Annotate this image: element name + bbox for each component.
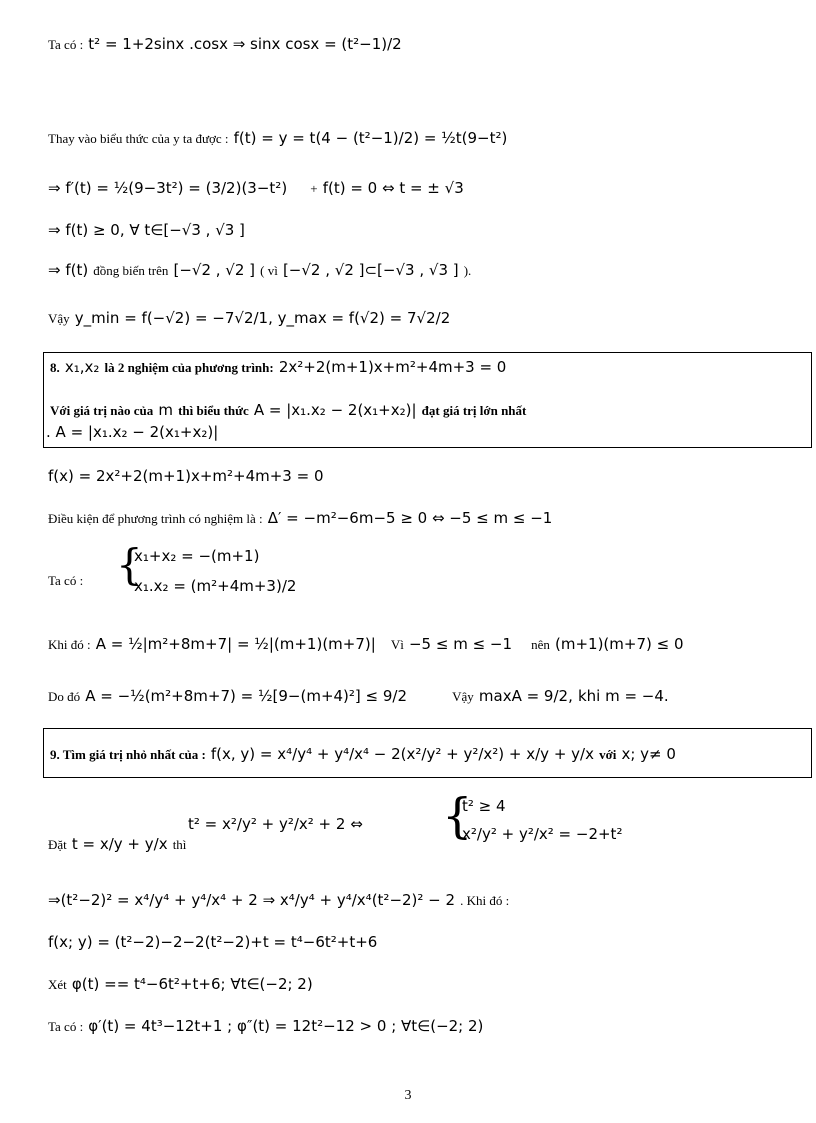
problem-9-condition: x; y≠ 0 xyxy=(621,745,676,763)
solution-9-taco: Ta có : xyxy=(48,1019,84,1034)
solution-9-system-brace: { xyxy=(442,788,473,844)
problem-8-text-2b: thì biểu thức xyxy=(178,403,249,418)
solution-9-square: ⇒(t²−2)² = x⁴/y⁴ + y⁴/x⁴ + 2 ⇒ x⁴/y⁴ + y⁴/x⁴(t²−2)² − 2 xyxy=(48,891,456,909)
solution-8-line-2 xyxy=(48,510,552,526)
line-5-text-b: ( vì xyxy=(260,263,278,278)
line-6 xyxy=(48,310,450,326)
line-5-math-b: [−√2 , √2 ] xyxy=(173,261,256,279)
problem-8-text-2c: đạt giá trị lớn nhất xyxy=(421,403,527,418)
solution-8-A-expr: A = ½|m²+8m+7| = ½|(m+1)(m+7)| xyxy=(95,635,376,653)
line-6-math: y_min = f(−√2) = −7√2/1, y_max = f(√2) = 7√2/2 xyxy=(74,309,451,327)
solution-8-nen: nên xyxy=(531,637,550,652)
line-3-math-b: f(t) = 0 ⇔ t = ± √3 xyxy=(322,179,464,197)
line-5-text-c: ). xyxy=(463,263,472,278)
line-4 xyxy=(48,222,245,238)
solution-9-line-3 xyxy=(48,934,377,950)
problem-8-vars: x₁,x₂ xyxy=(64,358,100,376)
solution-8-vay: Vậy xyxy=(452,689,474,704)
solution-9-t-squared: t² = x²/y² + y²/x² + 2 ⇔ xyxy=(188,815,363,833)
solution-8-line-1 xyxy=(48,468,324,484)
solution-8-khido: Khi đó : xyxy=(48,637,91,652)
solution-8-khi: khi m = −4. xyxy=(577,687,669,705)
solution-8-function: f(x) = 2x²+2(m+1)x+m²+4m+3 = 0 xyxy=(48,467,324,485)
solution-8-taco-label: Ta có : xyxy=(48,573,84,588)
solution-9-phi: φ(t) == t⁴−6t²+t+6; ∀t∈(−2; 2) xyxy=(71,975,313,993)
problem-9-expression: f(x, y) = x⁴/y⁴ + y⁴/x⁴ − 2(x²/y² + y²/x²) + x/y + y/x xyxy=(210,745,594,763)
line-1-label: Ta có : xyxy=(48,37,84,52)
problem-8-equation: 2x²+2(m+1)x+m²+4m+3 = 0 xyxy=(278,358,507,376)
solution-9-system-row-1: t² ≥ 4 xyxy=(462,797,506,815)
solution-8-system-row-1: x₁+x₂ = −(m+1) xyxy=(134,547,260,565)
solution-9-khido: . Khi đó : xyxy=(460,893,510,908)
solution-8-line-5 xyxy=(48,688,669,704)
problem-9-text: 9. Tìm giá trị nhỏ nhất của : xyxy=(50,747,206,762)
line-5-math-c: [−√2 , √2 ]⊂[−√3 , √3 ] xyxy=(282,261,459,279)
solution-8-system-brace: { xyxy=(116,540,143,589)
solution-8-line-3 xyxy=(48,572,83,588)
page-number: 3 xyxy=(404,1088,412,1103)
solution-9-dat: Đặt xyxy=(48,837,67,852)
line-3 xyxy=(48,180,464,196)
solution-9-fxy: f(x; y) = (t²−2)−2−2(t²−2)+t = t⁴−6t²+t+6 xyxy=(48,933,378,951)
solution-9-line-2 xyxy=(48,892,509,908)
solution-9-line-4 xyxy=(48,976,313,992)
line-2-label: Thay vào biểu thức của y ta được : xyxy=(48,131,229,146)
problem-8-line-1 xyxy=(50,359,506,375)
solution-8-condition-math: Δ′ = −m²−6m−5 ≥ 0 ⇔ −5 ≤ m ≤ −1 xyxy=(267,509,553,527)
solution-8-vi: Vì xyxy=(390,637,404,652)
line-2-math: f(t) = y = t(4 − (t²−1)/2) = ½t(9−t²) xyxy=(233,129,508,147)
solution-8-result: (m+1)(m+7) ≤ 0 xyxy=(555,635,684,653)
solution-9-thi: thì xyxy=(172,837,187,852)
problem-9-line xyxy=(50,746,676,762)
problem-8-text-2a: Với giá trị nào của xyxy=(50,403,154,418)
problem-9-voi: với xyxy=(599,747,617,762)
solution-8-max: maxA = 9/2, xyxy=(478,687,573,705)
solution-8-system-row-2: x₁.x₂ = (m²+4m+3)/2 xyxy=(134,577,297,595)
problem-8-text-1: là 2 nghiệm của phương trình: xyxy=(104,360,274,375)
solution-9-t-def: t = x/y + y/x xyxy=(71,835,168,853)
line-6-label: Vậy xyxy=(48,311,70,326)
solution-9-system-row-2: x²/y² + y²/x² = −2+t² xyxy=(462,825,623,843)
line-5-math-a: ⇒ f(t) xyxy=(48,261,89,279)
problem-8-expression-repeat: . A = |x₁.x₂ − 2(x₁+x₂)| xyxy=(46,423,219,441)
solution-9-line-1 xyxy=(48,836,186,852)
solution-8-condition-label: Điều kiện để phương trình có nghiệm là : xyxy=(48,511,263,526)
solution-8-dodo: Do đó xyxy=(48,689,81,704)
problem-8-number: 8. xyxy=(50,360,60,375)
solution-9-xet: Xét xyxy=(48,977,67,992)
line-3-math-a: ⇒ f′(t) = ½(9−3t²) = (3/2)(3−t²) xyxy=(48,179,288,197)
solution-9-derivatives: φ′(t) = 4t³−12t+1 ; φ″(t) = 12t²−12 > 0 ; ∀t∈(−2; 2) xyxy=(88,1017,484,1035)
line-1-math: t² = 1+2sinx .cosx ⇒ sinx cosx = (t²−1)/2 xyxy=(88,35,402,53)
problem-8-var-m: m xyxy=(158,401,173,419)
solution-8-cond: −5 ≤ m ≤ −1 xyxy=(408,635,513,653)
line-1 xyxy=(48,36,402,52)
line-5 xyxy=(48,262,471,278)
solution-8-line-4 xyxy=(48,636,684,652)
line-2 xyxy=(48,130,507,146)
solution-8-A-bound: A = −½(m²+8m+7) = ½[9−(m+4)²] ≤ 9/2 xyxy=(85,687,408,705)
line-5-text-a: đồng biến trên xyxy=(93,263,169,278)
line-3-plus: + xyxy=(310,181,318,196)
problem-8-expression: A = |x₁.x₂ − 2(x₁+x₂)| xyxy=(253,401,417,419)
line-4-math: ⇒ f(t) ≥ 0, ∀ t∈[−√3 , √3 ] xyxy=(48,221,245,239)
problem-8-line-2 xyxy=(50,402,526,418)
problem-8-line-3 xyxy=(46,424,218,440)
solution-9-line-5 xyxy=(48,1018,483,1034)
